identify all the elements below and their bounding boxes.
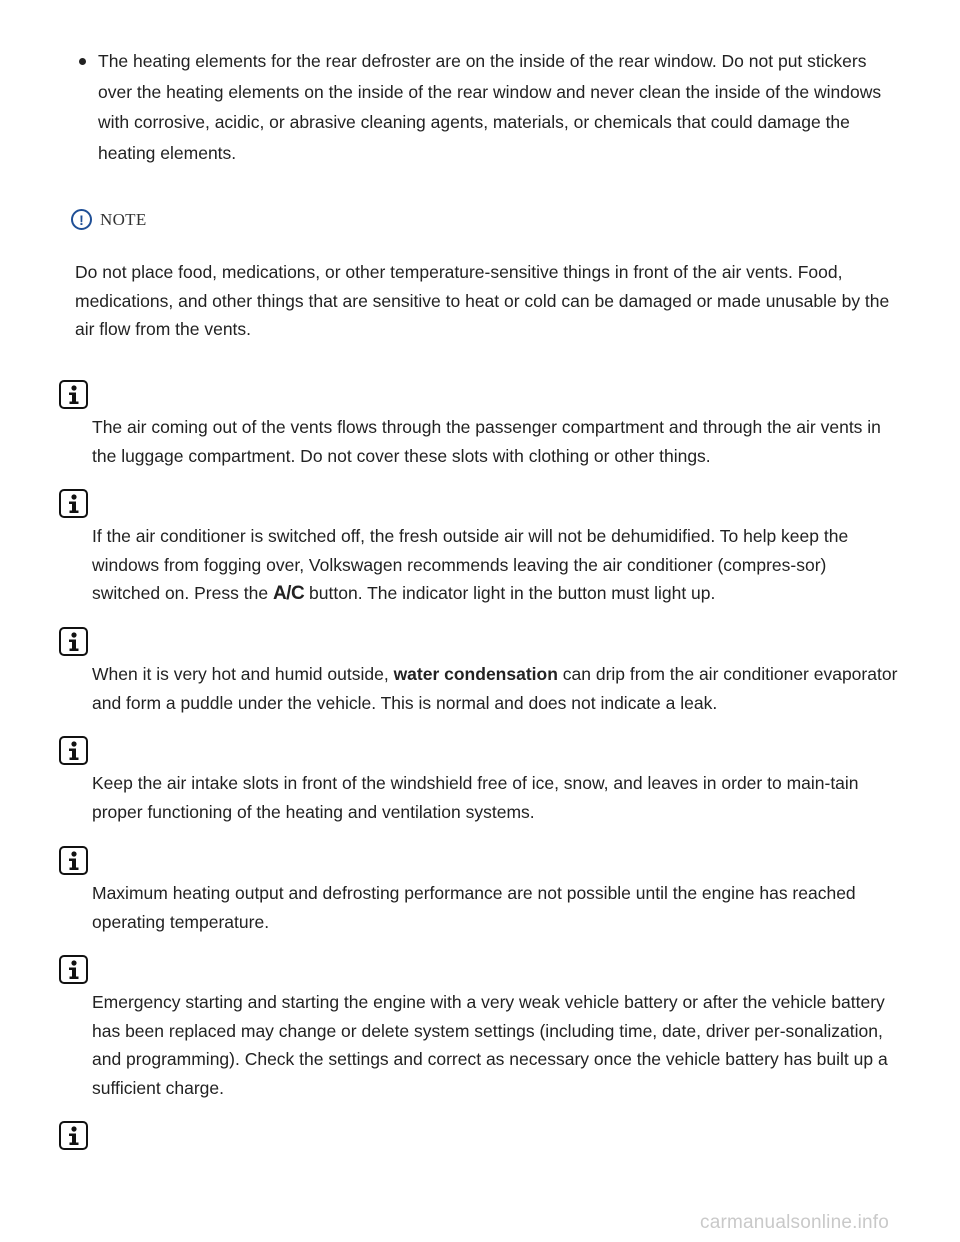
- info-icon: [59, 627, 88, 656]
- info-block: [59, 380, 899, 470]
- ac-button-symbol: A/C: [272, 583, 305, 604]
- info-block: [59, 846, 899, 936]
- note-title: NOTE: [100, 209, 147, 229]
- info-icon: [59, 489, 88, 518]
- info-text: The air coming out of the vents flows through the passenger compartment and through the air vents in the luggage compartment. Do not cover these slots with clothing or other things.: [92, 417, 881, 466]
- bullet-item: [75, 46, 895, 168]
- info-text: Maximum heating output and defrosting performance are not possible until the engine has reached operating temperature.: [92, 883, 856, 932]
- info-icon: [59, 846, 88, 875]
- info-text-part: can drip from the air conditioner evaporator and form a puddle under the vehicle. This is normal and does not indicate a leak.: [92, 664, 898, 713]
- watermark: carmanualsonline.info: [700, 1212, 890, 1233]
- info-icon: [59, 955, 88, 984]
- bullet-text: The heating elements for the rear defroster are on the inside of the rear window. Do not put stickers over the heating elements on the inside of the rear window and never clean the inside of the windows with corrosive, acidic, or abrasive cleaning agents, materials, or chemicals that could damage the heating elements.: [98, 51, 882, 163]
- info-icon: [59, 380, 88, 409]
- bullet-list: [75, 46, 895, 168]
- exclamation-circle-icon: !: [71, 209, 92, 230]
- info-block: [59, 489, 899, 609]
- info-text: [92, 660, 899, 717]
- info-block: [59, 627, 899, 717]
- info-text-part: When it is very hot and humid outside,: [92, 664, 389, 684]
- info-block: [59, 736, 899, 826]
- info-icon: [59, 736, 88, 765]
- info-text-part: button. The indicator light in the button must light up.: [309, 583, 716, 603]
- note-header: [71, 209, 147, 230]
- info-block: [59, 1121, 899, 1150]
- info-text: Keep the air intake slots in front of the windshield free of ice, snow, and leaves in order to main-tain proper functioning of the heating and ventilation systems.: [92, 773, 859, 822]
- info-icon: [59, 1121, 88, 1150]
- info-text-part: If the air conditioner is switched off, the fresh outside air will not be dehumidified. To help keep the windows from fogging over, Volkswagen recommends leaving the air conditioner (compres-sor) switched on. Press the: [92, 526, 849, 603]
- bullet-dot-icon: [79, 58, 86, 65]
- info-text: Emergency starting and starting the engine with a very weak vehicle battery or after the vehicle battery has been replaced may change or delete system settings (including time, date, driver per-sonalization, and programming). Check the settings and correct as necessary once the vehicle battery has built up a sufficient charge.: [92, 992, 888, 1098]
- info-block: [59, 955, 899, 1102]
- info-text: [92, 522, 899, 609]
- note-body: Do not place food, medications, or other temperature-sensitive things in front of the air vents. Food, medications, and other things that are sensitive to heat or cold can be damaged or made unusable by the air flow from the vents.: [75, 262, 890, 339]
- bold-term: water condensation: [393, 664, 558, 684]
